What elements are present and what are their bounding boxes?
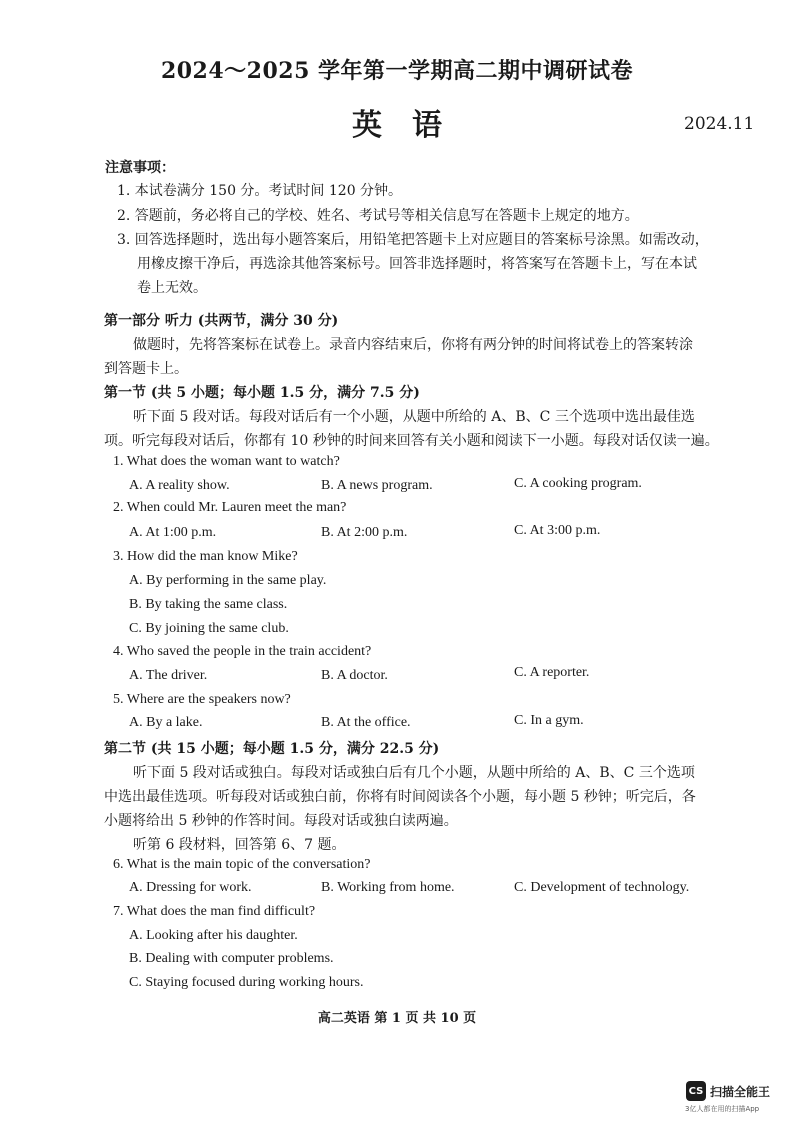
q1-option-c: C. A cooking program.: [514, 476, 642, 491]
section1-heading: 第一节 (共 5 小题；每小题 1.5 分，满分 7.5 分): [104, 385, 420, 401]
question-1: 1. What does the woman want to watch?: [113, 454, 340, 469]
scanner-logo-icon: CS: [686, 1081, 706, 1101]
notice-item-2: 2. 答题前，务必将自己的学校、姓名、考试号等相关信息写在答题卡上规定的地方。: [117, 208, 639, 224]
section1-intro: 听下面 5 段对话。每段对话后有一个小题，从题中所给的 A、B、C 三个选项中选出最佳选: [133, 409, 695, 425]
scanner-name: 扫描全能王: [710, 1084, 771, 1099]
q1-option-a: A. A reality show.: [129, 478, 230, 493]
q6-option-c: C. Development of technology.: [514, 880, 690, 895]
question-7: 7. What does the man find difficult?: [113, 904, 316, 919]
scanner-watermark: [686, 1081, 770, 1101]
page-footer: 高二英语 第 1 页 共 10 页: [317, 1011, 477, 1026]
question-6: 6. What is the main topic of the conversation?: [113, 857, 371, 872]
subject-title: 英语: [352, 108, 472, 143]
q3-option-b: B. By taking the same class.: [129, 597, 288, 612]
q3-option-c: C. By joining the same club.: [129, 621, 289, 636]
q2-option-a: A. At 1:00 p.m.: [129, 525, 217, 540]
notice-item-1: 1. 本试卷满分 150 分。考试时间 120 分钟。: [117, 183, 403, 199]
question-5: 5. Where are the speakers now?: [113, 692, 291, 707]
exam-date: 2024.11: [684, 114, 755, 134]
q4-option-a: A. The driver.: [129, 668, 208, 683]
material-note: 听第 6 段材料，回答第 6、7 题。: [133, 837, 346, 853]
section2-intro-cont: 中选出最佳选项。听每段对话或独白前，你将有时间阅读各个小题，每小题 5 秒钟；听完后，各: [104, 789, 696, 805]
q4-option-b: B. A doctor.: [321, 668, 388, 683]
question-2: 2. When could Mr. Lauren meet the man?: [113, 500, 347, 515]
notice-item-3-end: 卷上无效。: [137, 280, 207, 296]
q2-option-b: B. At 2:00 p.m.: [321, 525, 408, 540]
exam-title: 2024～2025 学年第一学期高二期中调研试卷: [160, 58, 634, 84]
scanner-tagline: 3亿人都在用的扫描App: [685, 1105, 760, 1113]
question-3: 3. How did the man know Mike?: [113, 549, 298, 564]
section2-intro-end: 小题将给出 5 秒钟的作答时间。每段对话或独白读两遍。: [104, 813, 458, 829]
q5-option-a: A. By a lake.: [129, 715, 203, 730]
q1-option-b: B. A news program.: [321, 478, 433, 493]
q6-option-b: B. Working from home.: [321, 880, 455, 895]
q2-option-c: C. At 3:00 p.m.: [514, 523, 601, 538]
part1-heading: 第一部分 听力 (共两节，满分 30 分): [104, 313, 339, 329]
notice-item-3: 3. 回答选择题时，选出每小题答案后，用铅笔把答题卡上对应题目的答案标号涂黑。如需改动，: [117, 232, 709, 248]
q7-option-b: B. Dealing with computer problems.: [129, 951, 334, 966]
question-4: 4. Who saved the people in the train accident?: [113, 644, 372, 659]
part1-intro: 做题时，先将答案标在试卷上。录音内容结束后，你将有两分钟的时间将试卷上的答案转涂: [133, 337, 693, 353]
q5-option-b: B. At the office.: [321, 715, 411, 730]
q7-option-a: A. Looking after his daughter.: [129, 928, 298, 943]
section1-intro-cont: 项。听完每段对话后，你都有 10 秒钟的时间来回答有关小题和阅读下一小题。每段对话仅读一遍。: [104, 433, 719, 449]
q4-option-c: C. A reporter.: [514, 665, 590, 680]
q7-option-c: C. Staying focused during working hours.: [129, 975, 364, 990]
q3-option-a: A. By performing in the same play.: [129, 573, 327, 588]
q5-option-c: C. In a gym.: [514, 713, 584, 728]
section2-intro: 听下面 5 段对话或独白。每段对话或独白后有几个小题，从题中所给的 A、B、C 三个选项: [133, 765, 695, 781]
notice-heading: 注意事项：: [105, 160, 175, 176]
section2-heading: 第二节 (共 15 小题；每小题 1.5 分，满分 22.5 分): [104, 741, 440, 757]
notice-item-3-cont: 用橡皮擦干净后，再选涂其他答案标号。回答非选择题时，将答案写在答题卡上，写在本试: [137, 256, 697, 272]
part1-intro-cont: 到答题卡上。: [104, 361, 188, 377]
q6-option-a: A. Dressing for work.: [129, 880, 252, 895]
